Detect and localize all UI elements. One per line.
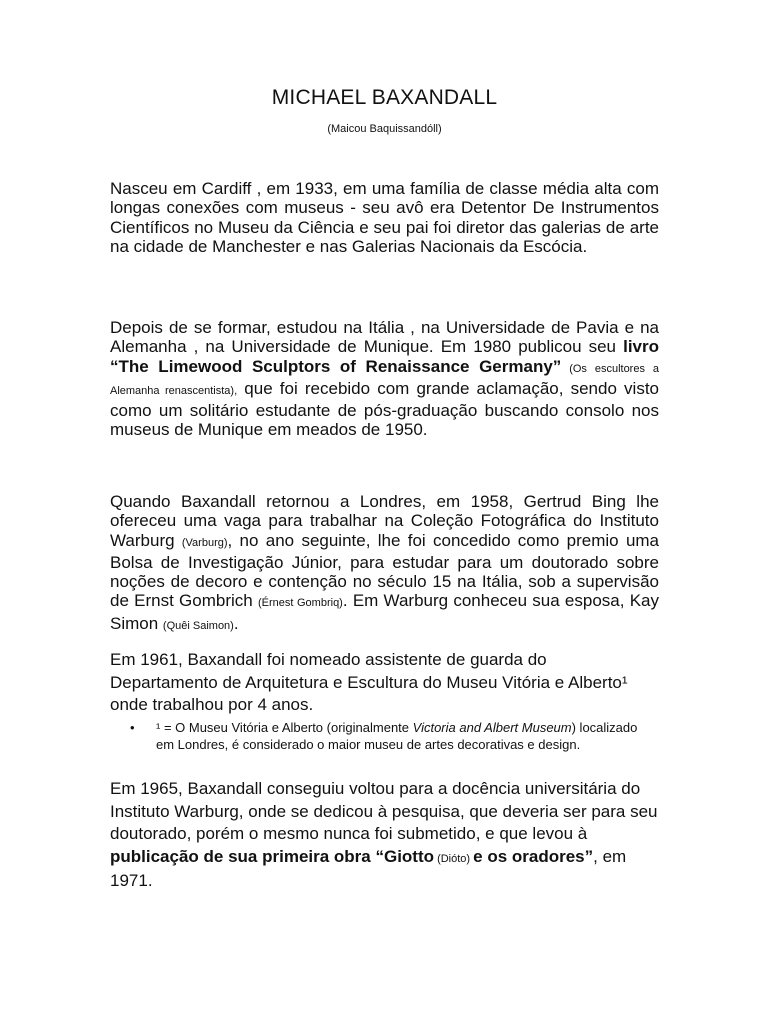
paragraph-3-text-c: . Em Warburg conheceu sua esposa, Kay Simon <box>110 591 660 633</box>
paragraph-3-text-d: . <box>233 613 239 633</box>
pronunciation-note-3: (Quêi Saimon) <box>162 619 234 632</box>
paragraph-3-text-a: Quando Baxandall retornou a Londres, em 1958, Gertrud Bing lhe ofereceu uma vaga para trabalhar na Coleção Fotográfica do Instituto Warburg <box>110 492 659 550</box>
paragraph-2-text-b: que foi recebido com grande aclamação, sendo visto como um solitário estudante de pós-graduação buscando consolo nos museus de Munique em meados de 1950. <box>110 378 660 440</box>
pronunciation-note-2: (Érnest Gombriq) <box>257 597 343 610</box>
footnote-italic: Victoria and Albert Museum <box>412 720 572 735</box>
paragraph-1: Nasceu em Cardiff , em 1933, em uma família de classe média alta com longas conexões com museus - seu avô era Detentor De Instrumentos Científicos no Museu da Ciência e seu pai foi diretor das galerias de arte na cidade de Manchester e nas Galerias Nacionais da Escócia. <box>110 179 659 256</box>
footnote-text <box>156 720 650 753</box>
footnote-text-b: ) localizado em Londres, é considerado o maior museu de artes decorativas e design. <box>156 720 638 752</box>
book-title-translation: (Os escultores a Alemanha renascentista), <box>110 362 659 397</box>
pronunciation-note-1: (Varburg) <box>181 536 228 549</box>
paragraph-4: Em 1961, Baxandall foi nomeado assistente de guarda do Departamento de Arquitetura e Escultura do Museu Vitória e Alberto¹ onde trabalhou por 4 anos. <box>110 650 628 714</box>
paragraph-2 <box>110 318 659 440</box>
work-title-part-1: publicação de sua primeira obra “Giotto <box>110 846 435 866</box>
footnote-list-item <box>130 720 650 753</box>
paragraph-5 <box>110 778 659 893</box>
paragraph-3-text-b: , no ano seguinte, lhe foi concedido como premio uma Bolsa de Investigação Júnior, para estudar para um doutorado sobre noções de decoro e contenção no século 15 na Itália, sob a supervisão de Ernst Gombrich <box>110 530 660 611</box>
book-title: livro “The Limewood Sculptors of Renaissance Germany” <box>110 337 659 376</box>
footnote-text-a: ¹ = O Museu Vitória e Alberto (originalmente <box>156 720 413 735</box>
work-title-pronunciation: (Dióto) <box>434 852 474 865</box>
bullet-icon: • <box>130 720 135 735</box>
paragraph-5-text-b: , em 1971. <box>110 846 627 890</box>
page-title: MICHAEL BAXANDALL <box>271 86 498 109</box>
page-subtitle: (Maicou Baquissandóll) <box>327 123 442 135</box>
paragraph-5-text-a: Em 1965, Baxandall conseguiu voltou para a docência universitária do Instituto Warburg, onde se dedicou à pesquisa, que deveria ser para seu doutorado, porém o mesmo nunca foi submetido, e que levou à <box>110 779 658 843</box>
work-title-part-2: e os oradores” <box>473 846 594 866</box>
paragraph-3 <box>110 492 659 636</box>
paragraph-2-text-a: Depois de se formar, estudou na Itália , na Universidade de Pavia e na Alemanha , na Universidade de Munique. Em 1980 publicou seu <box>110 318 659 357</box>
